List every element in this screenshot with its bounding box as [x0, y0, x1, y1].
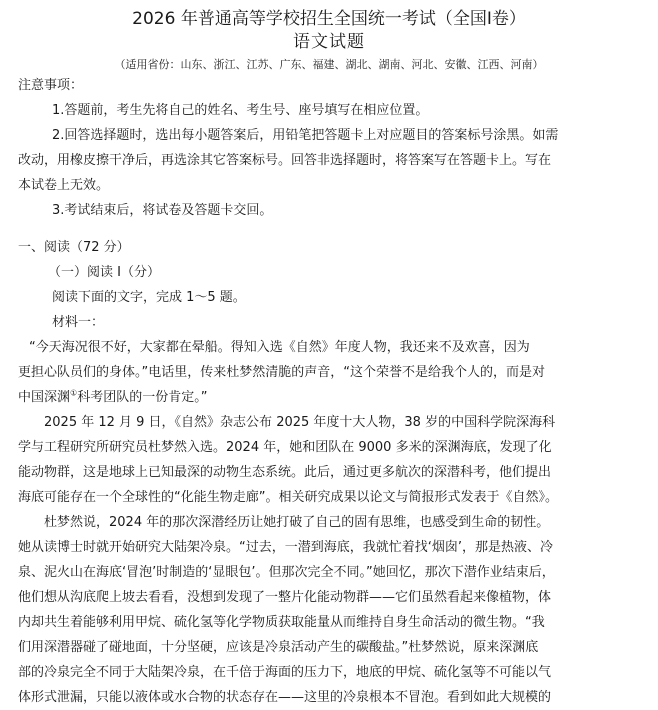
passage-line: 海底可能存在一个全球性的“化能生物走廊”。相关研究成果以论文与简报形式发表于《自然》。 — [18, 490, 558, 505]
passage-line: 她从读博士时就开始研究大陆架冷泉。“过去，一潜到海底，我就忙着找‘烟囱’，那是热液、冷 — [18, 540, 554, 555]
exam-subject: 语文试题 — [293, 32, 365, 52]
notice-item-3: 3.考试结束后，将试卷及答题卡交回。 — [52, 203, 273, 218]
notice-item-2-line-3: 本试卷上无效。 — [18, 178, 110, 193]
passage-line: 能动物群，这是地球上已知最深的动物生态系统。此后，通过更多航次的深潜科考，他们提出 — [18, 465, 552, 480]
passage-line: 内却共生着能够利用甲烷、硫化氢等化学物质获取能量从而维持自身生命活动的微生物。“我 — [18, 615, 545, 630]
reading-instruction: 阅读下面的文字，完成 1～5 题。 — [52, 290, 246, 305]
passage-line: 们用深潜器碰了碰地面，十分坚硬，应该是冷泉活动产生的碳酸盐。”杜梦然说，原来深渊底 — [18, 640, 539, 655]
section-heading-reading: 一、阅读（72 分） — [18, 240, 130, 255]
passage-line: 他们想从沟底爬上坡去看看，没想到发现了一整片化能动物群——它们虽然看起来像植物，体 — [18, 590, 552, 605]
applicable-provinces: （适用省份：山东、浙江、江苏、广东、福建、湖北、湖南、河北、安徽、江西、河南） — [114, 58, 544, 71]
notice-item-2-line-2: 改动，用橡皮擦干净后，再选涂其它答案标号。回答非选择题时，将答案写在答题卡上。写在 — [18, 153, 552, 168]
passage-line: 泉、泥火山在海底‘冒泡’时制造的‘显眼包’。但那次完全不同。”她回忆，那次下潜作业结束后， — [18, 565, 555, 580]
subsection-heading: （一）阅读 I（分） — [48, 265, 160, 280]
exam-title: 2026 年普通高等学校招生全国统一考试（全国I卷） — [132, 9, 526, 29]
passage-line: 体形式泄漏，只能以液体或水合物的状态存在——这里的冷泉根本不冒泡。看到如此大规模的 — [18, 690, 552, 705]
footnote-marker: ① — [70, 388, 78, 398]
notice-item-2-line-1: 2.回答选择题时，选出每小题答案后，用铅笔把答题卡上对应题目的答案标号涂黑。如需 — [52, 128, 559, 143]
notice-heading: 注意事项： — [18, 78, 84, 93]
passage-text: 科考团队的一份肯定。” — [77, 390, 208, 405]
material-label: 材料一： — [52, 315, 105, 330]
passage-line: 2025 年 12 月 9 日，《自然》杂志公布 2025 年度十大人物，38 岁的中国科学院深海科 — [44, 415, 556, 430]
passage-line — [18, 385, 640, 410]
notice-item-1: 1.答题前，考生先将自己的姓名、考生号、座号填写在相应位置。 — [52, 103, 429, 118]
passage-text: 中国深渊 — [18, 390, 71, 405]
passage-line: “今天海况很不好，大家都在晕船。得知入选《自然》年度人物，我还来不及欢喜，因为 — [29, 340, 530, 355]
passage-line: 学与工程研究所研究员杜梦然入选。2024 年，她和团队在 9000 多米的深渊海底，发现了化 — [18, 440, 552, 455]
passage-line: 更担心队员们的身体。”电话里，传来杜梦然清脆的声音，“这个荣誉不是给我个人的，而是对 — [18, 365, 545, 380]
passage-line: 杜梦然说，2024 年的那次深潜经历让她打破了自己的固有思维，也感受到生命的韧性。 — [44, 515, 550, 530]
passage-line: 部的冷泉完全不同于大陆架冷泉，在千倍于海面的压力下，地底的甲烷、硫化氢等不可能以气 — [18, 665, 552, 680]
